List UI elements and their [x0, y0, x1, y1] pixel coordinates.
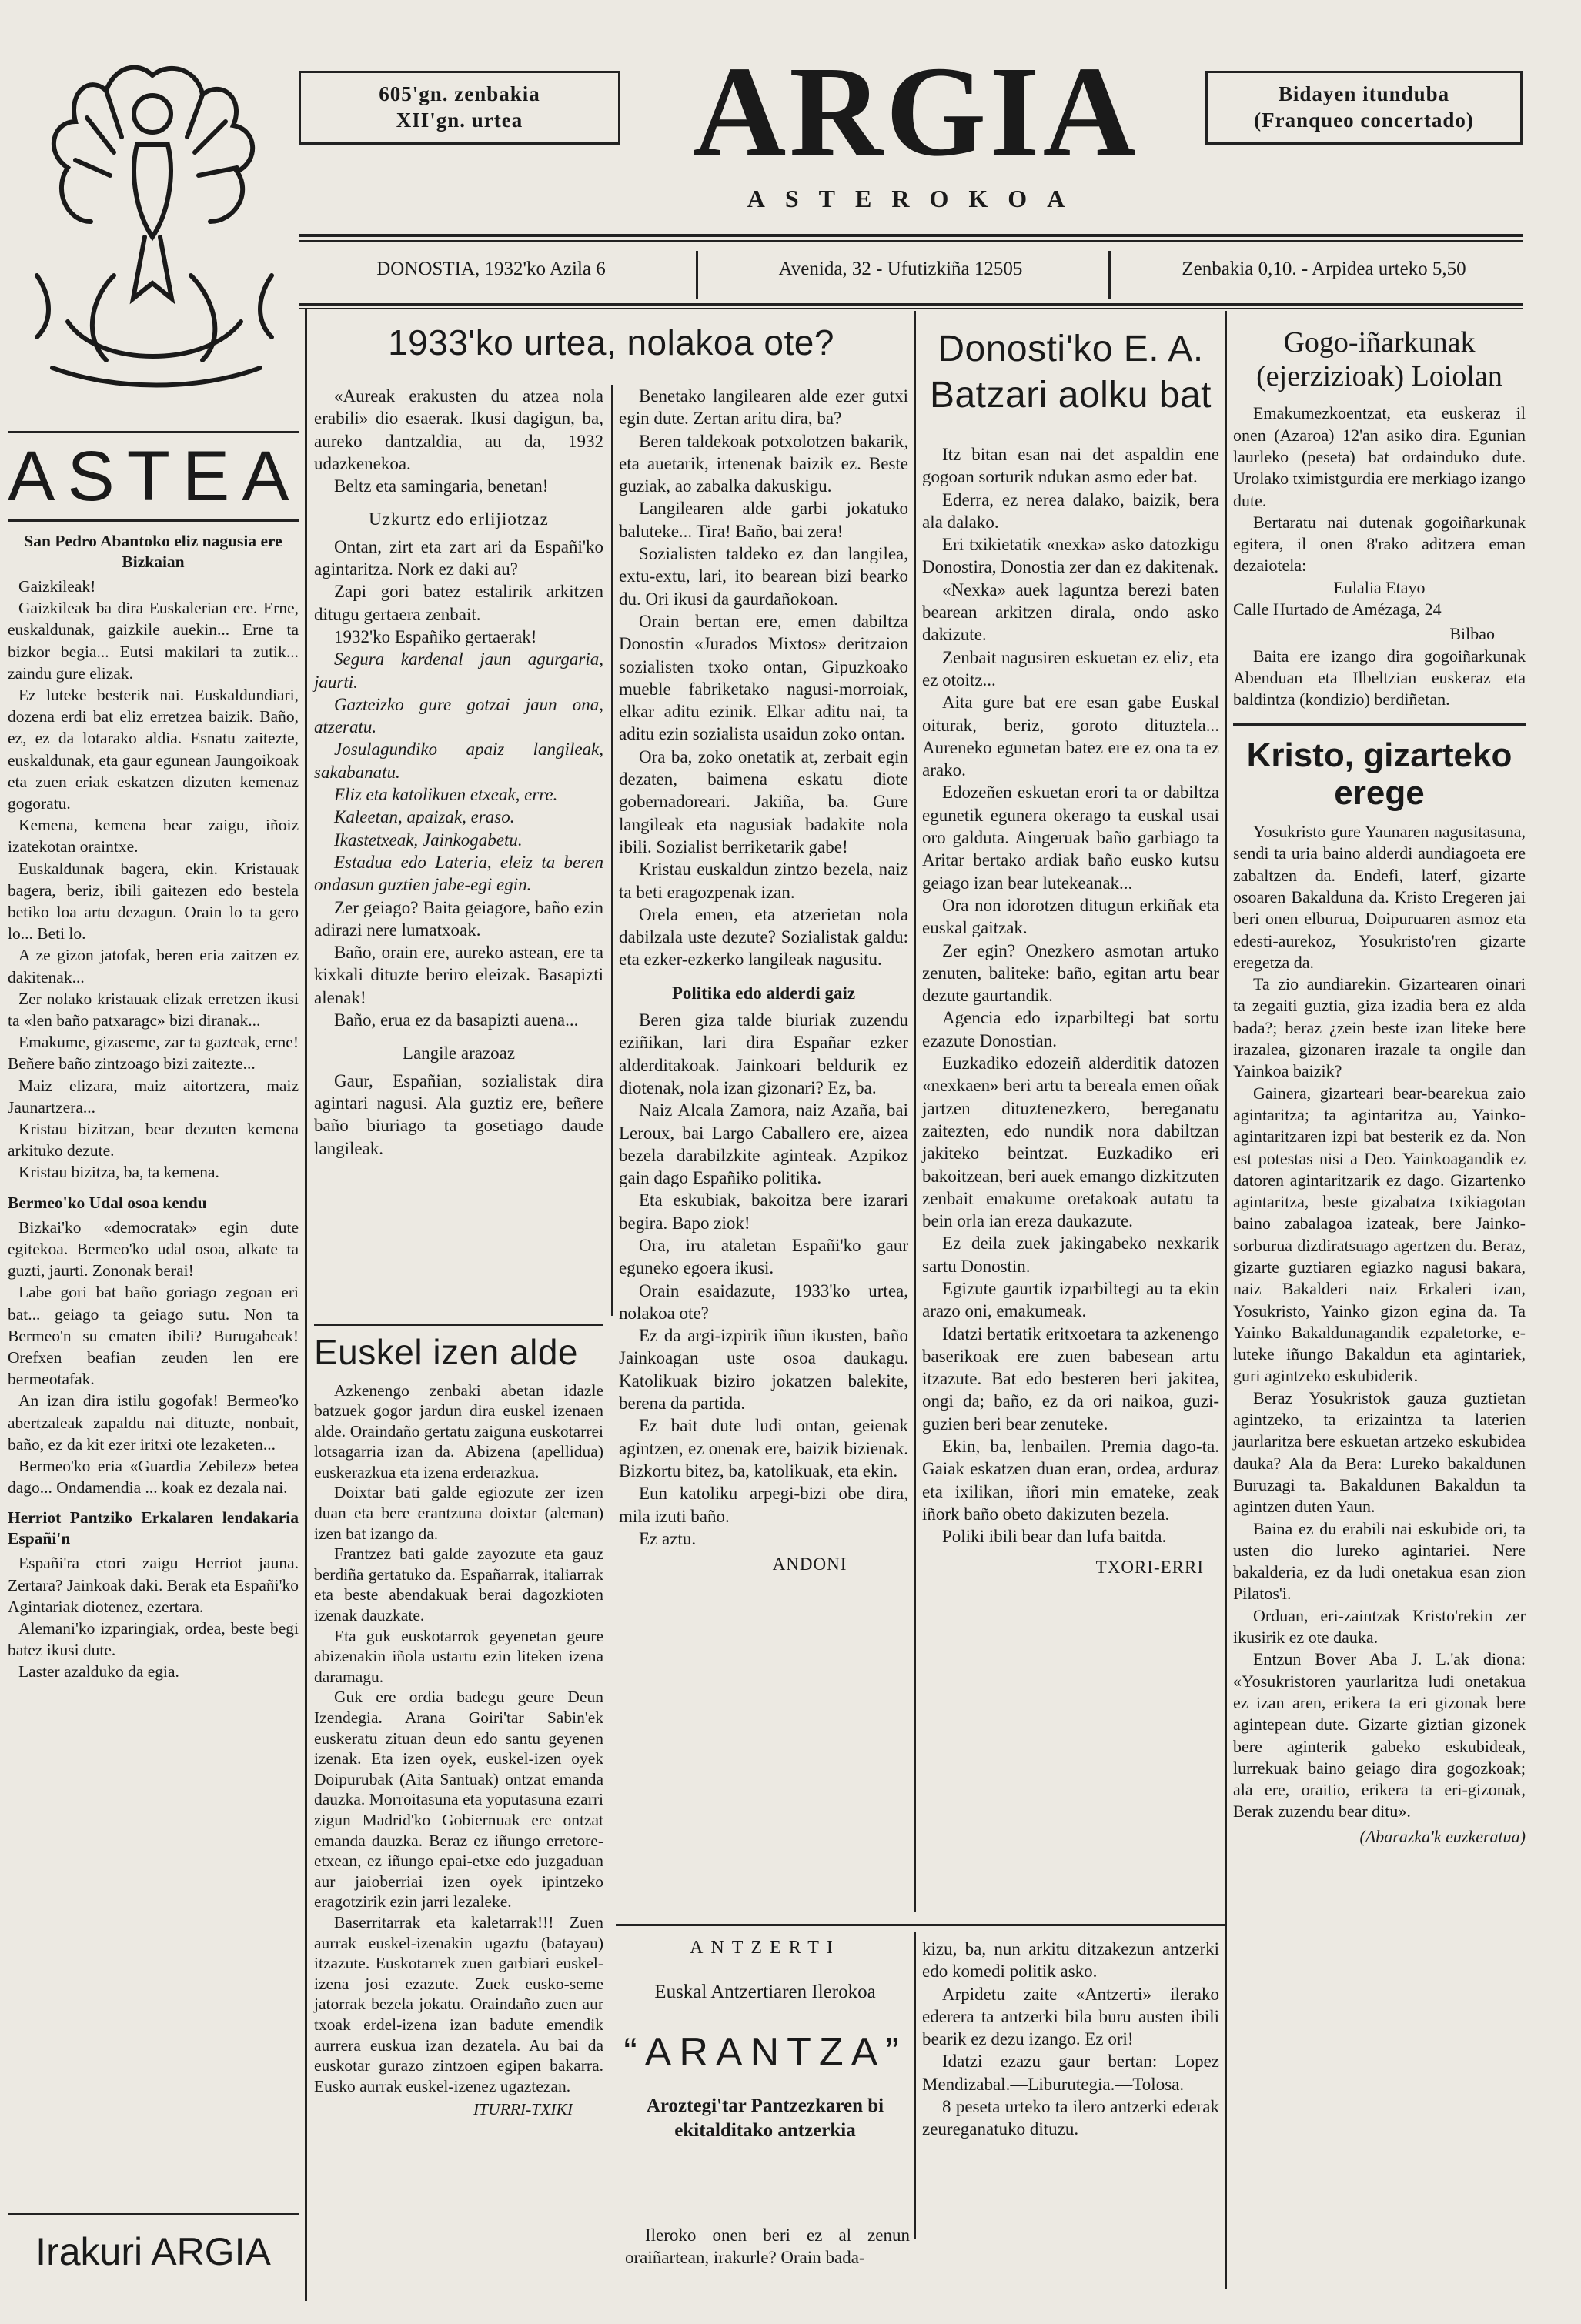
- c3-p3: Eta guk euskotarrok geyenetan geure abizenakin iñola ustartu ezin liteken izena daramagu.: [314, 1626, 603, 1686]
- c2-sub-langile: Langile arazoaz: [402, 1043, 516, 1063]
- left-s1-p5: A ze gizon jatofak, beren eria zaitzen ez dakitenak...: [8, 946, 299, 987]
- antzerti-org: Euskal Antzertiaren Ilerokoa: [654, 1982, 876, 2002]
- c5-k2: Gainera, gizarteari bear-bearekua zaio agintaritza; ta agintaritza au, Yainko-agintaritzaren izpi bat besterik ez da. Non est potestas nisi a Deo. Yainkoagandik ez datoren agintaritzarik ez dago. Gizartenko agintaritza, beste gizabatza txikiagotan baino zabalagoa izateak, bere Jainko-sorburua dizdiratsuago agertzen du. Beraz, gizarte guztiaren egiazko nagusi bakara, naiz Bakalderi naiz Erkaleri izan, Yosukristo, Yainko gizon egina da. Ta Yainko Bakaldunagandik ezpaletorke, e-luteke iñungo Bakaldun eta agintariek, guri agintzeko eskubiderik.: [1233, 1083, 1526, 1386]
- c4-p8: Zer egin? Onezkero asmotan artuko zenuten, baliteke: baño, egitan artu bear dezute gaurtandik.: [922, 940, 1219, 1006]
- kristo-heading: Kristo, gizarteko erege: [1246, 736, 1512, 812]
- c2-b-p5: Ora ba, zoko onetatik at, zerbait egin dezaten, baimena eskatu diote gobernadoreari. Jakiña, ba. Gure langileak eta nagusiak badakite nola ibili. Sozialist berriketarik gabe!: [619, 746, 908, 856]
- c3-p4: Guk ere ordia badegu geure Deun Izendegia. Arana Goiri'tar Sabin'ek euskeratu zituan deun edo santu geyenen izenak. Eta izen oyek, euskel-izen oyek Doipurubak (Aita Santuak) ontzat emanda dauzka. Morroitasuna eta yoputasuna ezarri zigun Madrid'ko Gobiernuak ere ontzat emanda dauzka. Beraz ez iñungo erretore-etxean, ez iñungo epai-etxe edo juzgaduan aur jaioberriai izen oyek ipintzeko eragotzirik ezin jarri lezaleke.: [314, 1688, 603, 1912]
- eagle-emblem-icon: [22, 45, 287, 391]
- loiola-heading: Gogo-iñarkunak (ejerzizioak) Loiolan: [1256, 326, 1502, 392]
- c2-a2-p0: Ontan, zirt eta zart ari da Españi'ko agintaritza. Nork ez daki au?: [314, 536, 603, 579]
- c2-it-1: Gazteizko gure gotzai jaun ona, atzeratu.: [314, 694, 603, 737]
- antzerti-right-text: [922, 1938, 1219, 2141]
- antz-l0: Ileroko onen beri ez al zenun oraiñartean, irakurle? Orain bada-: [625, 2225, 910, 2268]
- column-rule-2: [914, 311, 916, 1912]
- c2-b-p7: Orela emen, eta atzerietan nola dabilzala uste dezute? Sozialistak galdu: eta ezker-ezkerko langileak nagusitu.: [619, 904, 908, 970]
- c2-a2-p2: 1932'ko Españiko gertaerak!: [334, 626, 537, 646]
- antzerti-play-title: “ARANTZA”: [623, 2030, 907, 2075]
- c2-a-p0: «Aureak erakusten du atzea nola erabili» dio esaerak. Ikusi dagigun, ba, aureko dantzaldia, au da, 1932 udazkenekoa.: [314, 386, 603, 473]
- c2-b2-p1: Naiz Alcala Zamora, naiz Azaña, bai Leroux, bai Largo Caballero ere, aizea bezela darabilzkite aginteak. Azpikoz gain dago Españiko politika.: [619, 1100, 908, 1188]
- c4-p0: Itz bitan esan nai det aspaldin ene gogoan sorturik ndukan asmo eder bat.: [922, 445, 1219, 487]
- dateline-divider: [696, 251, 698, 299]
- left-s1-p9: Kristau bizitzan, bear dezuten kemena arkituko dezute.: [8, 1120, 299, 1160]
- c2-b2-p3: Ora, iru ataletan Españi'ko gaur eguneko egoera ikusi.: [619, 1235, 908, 1278]
- c4-p15: Poliki ibili bear dan lufa baitda.: [942, 1527, 1167, 1547]
- c2-a3-p0: Zer geiago? Baita geiagore, baño ezin adirazi nere lumatxoak.: [314, 897, 603, 940]
- c5-k4: Baina ez du erabili nai eskubide ori, ta usten dio lureko agintariei. Nere bakalderia, ez da ludi onetakua esan zion Pilatos'i.: [1233, 1518, 1526, 1604]
- left-s2-p1: Labe gori bat baño goriago zegoan eri bat... geiago ta geiago sutu. Non ta Bermeo'n su ematen ibili? Burugabeak! Orefxen beafian zeuden len ere bermeotafak.: [8, 1283, 299, 1389]
- left-s3-p0: Españi'ra etori zaigu Herriot jauna. Zertara? Jainkoak daki. Berak eta Españi'ko Agintariak diotenez, ezertara.: [8, 1554, 299, 1616]
- article-1933-heading: 1933'ko urtea, nolakoa ote?: [388, 322, 834, 362]
- left-s1-p2: Ez luteke besterik nai. Euskaldundiari, dozena erdi bat eliz erretzea baizik. Baño, ez, ez da lotarako aldia. Esnatu zaitezte, euskaldunak, eta gaur egunean Jaungoikoak eta zuen eriak eskatzen dizuten kemenaz gogoratu.: [8, 686, 299, 813]
- left-s1-p1: Gaizkileak ba dira Euskalerian ere. Erne, euskaldunak, gaizkile auekin... Erne ta bizkor begia... Eutsi makilari ta zutik... zaindu gure elizak.: [8, 599, 299, 683]
- article-euskel-izen: [314, 1333, 603, 2120]
- euskel-rule: [314, 1324, 603, 1326]
- astea-heading: ASTEA: [8, 437, 302, 516]
- antzerti-rule-top: [616, 1924, 1225, 1926]
- section-title-bermeo: Bermeo'ko Udal osoa kendu: [8, 1193, 207, 1212]
- c2-b2-p5: Ez da argi-izpirik iñun ikusten, baño Jainkoagan uste osoa daukagu. Katolikuak biziro jokatzen balekite, berena da partida.: [619, 1326, 908, 1414]
- newspaper-subtitle: ASTEROKOA: [747, 185, 1085, 212]
- c2-it-0: Segura kardenal jaun agurgaria, jaurti.: [314, 649, 603, 692]
- footer-rule: [8, 2213, 299, 2215]
- c5-p1: Bertaratu nai dutenak gogoiñarkunak egitera, il onen 8'rako aditzera eman dezaiotela:: [1233, 512, 1526, 576]
- c2-b-p2: Langilearen alde garbi jokatuko baluteke... Tira! Baño, bai zera!: [619, 499, 908, 541]
- c2-b-p6: Kristau euskaldun zintzo bezela, naiz ta beti eragozpenak izan.: [619, 860, 908, 902]
- antzerti-left-text: [625, 2224, 910, 2269]
- c4-p12: Egizute gaurtik izparbiltegi au ta ekin arazo oni, emakumeak.: [922, 1278, 1219, 1321]
- c3-signature: ITURRI-TXIKI: [473, 2100, 573, 2119]
- masthead-rule-top-2: [299, 240, 1523, 242]
- antz-r2: Idatzi ezazu gaur bertan: Lopez Mendizabal.—Liburutegia.—Tolosa.: [922, 2052, 1219, 2094]
- article-1933-col-b: [619, 385, 908, 1575]
- c4-p14: Ekin, ba, lenbailen. Premia dago-ta. Gaiak eskatzen duan eran, ordea, arduraz eta ixilikan, iñori min emateke, zeak iñork baño obeto dakizuten bezela.: [922, 1437, 1219, 1524]
- c2-b-p4: Orain bertan ere, emen dabiltza Donostin «Jurados Mixtos» deritzaion sozialisten txoko ontan, Gipuzkoako mueble fabriketako nagusi-morroiak, elkar aditu ezinik. Elkar aditu nai, ta aditu ezin sozialista usaidun zoko ontan.: [619, 611, 908, 744]
- c5-k3: Beraz Yosukristok gauza guztietan agintzeko, ta erizaintza ta laterien jaurlaritza bere eskuetan artzeko eskubidea dauka? Ala da Bera: Lureko bakaldunen Buruzagi ta. Bakaldunen Bakaldun ta agintzen duten Yaun.: [1233, 1387, 1526, 1517]
- c4-p5: Aita gure bat ere esan gabe Euskal oiturak, beriz, goroto dituztela... Aureneko egunetan batez ere ez ona ta ez arako.: [922, 693, 1219, 780]
- antzerti-author: Aroztegi'tar Pantzezkaren bi ekitalditako antzerkia: [646, 2095, 884, 2141]
- c2-sub-politika: Politika edo alderdi gaiz: [671, 983, 856, 1003]
- c2-b2-p7: Eun katoliku arpegi-bizi obe dira, mila izuti baño.: [619, 1484, 908, 1526]
- astea-rule-top: [8, 431, 299, 433]
- c5-addr-0: Eulalia Etayo: [1333, 577, 1426, 597]
- column-rule-3: [1225, 311, 1227, 2289]
- c2-a4-p0: Gaur, Españian, sozialistak dira agintari nagusi. Ala guztiz ere, beñere baño biuriago ta gosetiago daude langileak.: [314, 1070, 603, 1158]
- column-rule-1: [305, 308, 307, 2301]
- c4-p13: Idatzi bertatik eritxoetara ta azkenengo baserikoak ere zuen babesean artu itzazute. Bat edo besteren beri jakitea, ongi da; baño, ez da ori naikoa, guzi-guzien beri bear zenuteke.: [922, 1324, 1219, 1434]
- c2-it-3: Eliz eta katolikuen etxeak, erre.: [334, 785, 558, 805]
- c4-p6: Edozeñen eskuetan erori ta or dabiltza egunetik egunera okerago ta euskal usai oro galduta. Aingeruak baño garbiago ta Aritar bertako ardiak baño eusko kutsu geiago izan bear lutekeanak...: [922, 783, 1219, 893]
- c5-k5: Orduan, eri-zaintzak Kristo'rekin zer ikusirik ez ote dauka.: [1233, 1605, 1526, 1648]
- c2-b-p1: Beren taldekoak potxolotzen bakarik, eta auetarik, irtenenak baizik ez. Beste guziak, ao zabalka dakuskigu.: [619, 431, 908, 496]
- footer-slogan: Irakuri ARGIA: [35, 2230, 271, 2273]
- postage-box: [1205, 71, 1523, 145]
- c4-p7: Ora non idorotzen ditugun erkiñak eta euskal gaitzak.: [922, 895, 1219, 938]
- antzerti-rule-mid: [914, 1932, 916, 2239]
- article-1933-col-a: [314, 385, 603, 1160]
- masthead-rule-bottom: [299, 303, 1523, 306]
- antz-r3: 8 peseta urteko ta ilero antzerki ederak zeureganatuko dituzu.: [922, 2097, 1219, 2139]
- kristo-rule: [1233, 723, 1526, 726]
- c2-it-2: Josulagundiko apaiz langileak, sakabanatu.: [314, 740, 603, 782]
- c3-p2: Frantzez bati galde zayozute eta gauz berdiña gertatuko da. Españarrak, italiarrak eta beste abendakuak berai dagozkioten izenak dauzkate.: [314, 1544, 603, 1625]
- c2-b2-p2: Eta eskubiak, bakoitza bere izarari begira. Bapo ziok!: [619, 1190, 908, 1233]
- c5-p0: Emakumezkoentzat, eta euskeraz il onen (Azaroa) 12'an asiko dira. Egunian laurleko (peseta) bat ordainduko dute. Urolako tximistgurdia ere merkiago izango dute.: [1233, 403, 1526, 510]
- c2-b2-p8: Ez aztu.: [639, 1528, 697, 1548]
- right-column: [1233, 326, 1526, 1848]
- c2-it-4: Kaleetan, apaizak, eraso.: [334, 807, 515, 827]
- c2-sub-uzkurtz: Uzkurtz edo erlijiotzaz: [369, 509, 549, 529]
- antzerti-box: [620, 1935, 910, 2143]
- c5-k0: Yosukristo gure Yaunaren nagusitasuna, sendi ta uria baino alderdi aundiagoeta ere zabaltzen da. Endefi, laterf, gizarte osoaren Bakalduna da. Kristo Eregeren jai beri onen elburua, Doipuruaren asmoz eta edesti-aurekoz, Yosukristo'ren gizarte eregetza da.: [1233, 822, 1526, 972]
- antz-r1: Arpidetu zaite «Antzerti» ilerako ederera ta antzerki bila buru austen ibili bearik ez dezu izango. Ez ori!: [922, 1984, 1219, 2049]
- c5-signature: (Abarazka'k euzkeratua): [1359, 1826, 1526, 1846]
- c2-b-p3: Sozialisten taldeko ez dan langilea, extu-extu, lari, ito bearean bizi bearko du. Ori ikusi da gaurdañokoan.: [619, 544, 908, 609]
- section-title-abanto: San Pedro Abantoko eliz nagusia ere Bizkaian: [24, 532, 282, 571]
- left-s3-p2: Laster azalduko da egia.: [18, 1662, 179, 1681]
- left-column: [8, 431, 302, 1683]
- c4-p10: Euzkadiko edozeiñ alderditik datozen «nexkaen» beri artu ta bereala emen oñak jartzen dituztenezkero, bereganatu zaitezten, edo nundik nora dabiltzan jakiteko beintzat. Euzkadiko eri bakoitzean, beri auek emango dizkitzuten zenbait emakume oretakoak autatu ta bein orla ian ereza daukazute.: [922, 1053, 1219, 1231]
- c4-p9: Agencia edo izparbiltegi bat sortu ezazute Donostian.: [922, 1008, 1219, 1050]
- euskel-heading: Euskel izen alde: [314, 1332, 578, 1372]
- postage-line-1: Bidayen itunduba: [1278, 82, 1450, 106]
- newspaper-title: ARGIA: [692, 40, 1140, 183]
- c2-b-p0: Benetako langilearen alde ezer gutxi egin dute. Zertan aritu dira, ba?: [619, 386, 908, 429]
- left-s2-p2: An izan dira istilu gogofak! Bermeo'ko abertzaleak zapaldu nai dituzte, nonbait, baño, ez da kit ezer iritxi ote lezaketen...: [8, 1391, 299, 1454]
- c4-p11: Ez deila zuek jakingabeko nexkarik sartu Donostin.: [922, 1234, 1219, 1276]
- address-divider: [1108, 251, 1111, 299]
- c2-a2-p1: Zapi gori batez estalirik arkitzen ditugu gertaera zenbait.: [314, 582, 603, 624]
- left-s1-p6: Zer nolako kristauak elizak erretzen ikusi ta «len baño patxaragc» bizi diranak...: [8, 989, 299, 1030]
- edition-number: 605'gn. zenbakia: [379, 82, 540, 106]
- left-s3-p1: Alemani'ko izparingiak, ordea, beste begi batez ikusi dute.: [8, 1618, 299, 1660]
- left-s1-p3: Kemena, kemena bear zaigu, iñoiz izatekotan oraintxe.: [8, 816, 299, 856]
- address: Avenida, 32 - Ufutizkiña 12505: [778, 259, 1023, 279]
- c3-p5: Baserritarrak eta kaletarrak!!! Zuen aurrak euskel-izenakin ugaztu (batayau) itzazute. Euskotarrek zuen garbiari euskel-izena josi ezazute. Zuek eusko-seme jatorrak bezela jokatu. Oraindaño zuen aur txoak erdel-izena izan badute emendik aurrera euskua izan dezatela. Au bai da euskotar gurazo zintzoen egipen bakarra. Eusko aurrak euskel-izenez ugaztezan.: [314, 1912, 603, 2095]
- c2-b2-p0: Beren giza talde biuriak zuzendu eziñikan, lari dira Españar ezker alderditakoak. Jainkoari beldurik ez diotenak, nola izan gizonari? Ez, ba.: [619, 1010, 908, 1097]
- c5-p2: Baita ere izango dira gogoiñarkunak Abenduan eta Ilbeltzian euskeraz eta baldintza (kondizio) berdiñetan.: [1233, 646, 1526, 710]
- postage-line-2: (Franqueo concertado): [1254, 109, 1474, 132]
- edition-box: [299, 71, 620, 145]
- section-title-herriot: Herriot Pantziko Erkalaren lendakaria Españi'n: [8, 1508, 299, 1548]
- c4-p3: «Nexka» auek laguntza berezi baten bearean arkitzen dirala, ondo asko dakizute.: [922, 579, 1219, 645]
- c4-signature: TXORI-ERRI: [1095, 1557, 1204, 1577]
- left-s2-p0: Bizkai'ko «democratak» egin dute egitekoa. Bermeo'ko udal osoa, alkate ta guzti, jaurti. Zononak berai!: [8, 1217, 299, 1281]
- c5-addr-2: Bilbao: [1449, 624, 1495, 644]
- antz-r0: kizu, ba, nun arkitu ditzakezun antzerki edo komedi politik asko.: [922, 1939, 1219, 1982]
- c2-a3-p2: Baño, erua ez da basapizti auena...: [334, 1010, 579, 1030]
- left-s1-p10: Kristau bizitza, ba, ta kemena.: [18, 1163, 219, 1182]
- antzerti-label: ANTZERTI: [690, 1938, 841, 1958]
- left-s1-p4: Euskaldunak bagera, ekin. Kristauak bagera, beriz, ibili gaitezen edo bestela betiko loa artu dezagun. Orain lo ta gero lo... Beti lo.: [8, 859, 299, 943]
- left-s2-p3: Bermeo'ko eria «Guardia Zebilez» betea dago... Ondamendia ... koak ez dezala nai.: [8, 1456, 299, 1498]
- c4-p4: Zenbait nagusiren eskuetan ez eliz, eta ez otoitz...: [922, 647, 1219, 690]
- c3-p1: Doixtar bati galde egiozute zer izen duan eta bere erantzuna doixtar (aleman) izen bat izango da.: [314, 1483, 603, 1543]
- c3-p0: Azkenengo zenbaki abetan idazle batzuek gogor jardun dira euskel izenaen alde. Oraindaño gertatu zaiguna euskotarrei lotsagarria izan da. Abizena (apellidua) euskerazkua eta izena erderazkua.: [314, 1381, 603, 1481]
- c5-k1: Ta zio aundiarekin. Gizartearen oinari ta zegaiti guztia, giza izadia bera ez alda bada?; beraz ¿zein beste izan liteke bere irazalea, gizonaren irazale ta ongile dan Yainkoa baizik?: [1233, 974, 1526, 1081]
- article-1933-inner-rule: [611, 385, 613, 1316]
- astea-rule-bottom: [8, 519, 299, 522]
- price: Zenbakia 0,10. - Arpidea urteko 5,50: [1182, 259, 1466, 279]
- dateline: DONOSTIA, 1932'ko Azila 6: [376, 259, 606, 279]
- c5-addr-1: Calle Hurtado de Amézaga, 24: [1233, 599, 1442, 619]
- masthead-rule-top: [299, 234, 1523, 237]
- c2-it-5: Ikastetxeak, Jainkogabetu.: [334, 830, 523, 850]
- c4-p1: Ederra, ez nerea dalako, baizik, bera ala dalako.: [922, 489, 1219, 532]
- c2-signature: ANDONI: [772, 1554, 847, 1574]
- article-1933: [314, 323, 908, 371]
- c4-p2: Eri txikietatik «nexka» asko datozkigu Donostira, Donostia zer dan ez dakitenak.: [922, 535, 1219, 577]
- donosti-heading: Donosti'ko E. A. Batzari aolku bat: [929, 329, 1212, 416]
- article-donosti: [922, 326, 1219, 1578]
- c2-a3-p1: Baño, orain ere, aureko astean, ere ta kixkali dituzte beriro eleizak. Basapizti alenak!: [314, 943, 603, 1007]
- left-s1-p7: Emakume, gizaseme, zar ta gazteak, erne! Beñere baño zintzoago bizi zaitezte...: [8, 1033, 299, 1074]
- edition-year: XII'gn. urtea: [396, 109, 523, 132]
- masthead-rule-bottom-2: [299, 308, 1523, 309]
- c2-b2-p4: Orain esaidazute, 1933'ko urtea, nolakoa ote?: [619, 1281, 908, 1323]
- c2-it-6: Estadua edo Lateria, eleiz ta beren ondasun guztien jabe-egi egin.: [314, 852, 603, 895]
- c5-k6: Entzun Bover Aba J. L.'ak diona: «Yosukristoren yaurlaritza ludi onetakua ez izan aren, erikera ta eri gizonak bere agintepean dute. Gizarte giztian gizonek bere aginterik gabeko eskubideak, lurrekuak baino geiago dira gogozkoak; ala ere, oraitio, erikera ta eri-gizonak, Berak zuzendu bear ditu».: [1233, 1649, 1526, 1821]
- c2-a-p1: Beltz eta samingaria, benetan!: [334, 476, 549, 496]
- left-s1-p0: Gaizkileak!: [18, 577, 96, 596]
- c2-b2-p6: Ez bait dute ludi ontan, geienak agintzen, ez onenak ere, baizik bizienak. Bizkortu bitez, ba, katolikuak, eta ekin.: [619, 1416, 908, 1481]
- left-s1-p8: Maiz elizara, maiz aitortzera, maiz Jaunartzera...: [8, 1076, 299, 1117]
